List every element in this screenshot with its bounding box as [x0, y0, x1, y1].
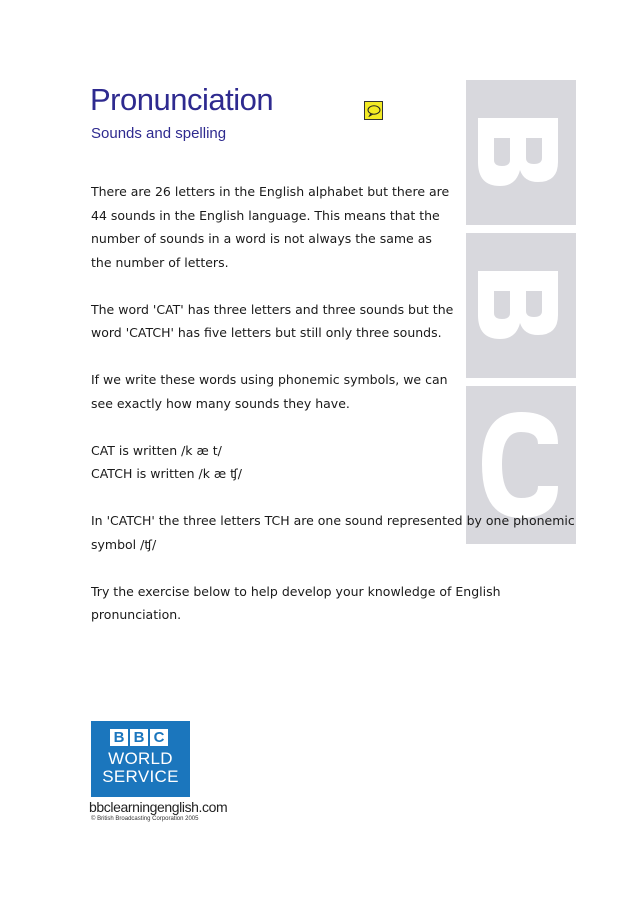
- text-line: There are 26 letters in the English alphabet but there are: [91, 184, 450, 199]
- page-subtitle: Sounds and spelling: [91, 125, 227, 142]
- text-line: pronunciation.: [91, 607, 182, 622]
- paragraph: [91, 509, 591, 556]
- site-url: bbclearningenglish.com: [89, 799, 228, 815]
- logo-letter: B: [110, 729, 128, 746]
- logo-letter: C: [150, 729, 168, 746]
- logo-bbc-letters: [110, 729, 168, 746]
- logo-line-service: SERVICE: [102, 767, 179, 786]
- paragraph: [91, 580, 591, 627]
- speech-bubble-icon: [367, 105, 381, 117]
- text-line: In 'CATCH' the three letters TCH are one sound represented by one phonemic: [91, 513, 575, 528]
- bbc-world-service-logo: [91, 721, 190, 797]
- text-line: number of sounds in a word is not always the same as: [91, 231, 432, 246]
- comment-icon[interactable]: [364, 101, 383, 120]
- logo-line-world: WORLD: [108, 749, 173, 768]
- paragraph: [91, 368, 591, 415]
- copyright-notice: © British Broadcasting Corporation 2005: [91, 816, 199, 822]
- text-line: see exactly how many sounds they have.: [91, 395, 350, 411]
- text-line: 44 sounds in the English language. This means that the: [91, 207, 440, 223]
- text-line: symbol /ʧ/: [91, 536, 157, 552]
- text-line: If we write these words using phonemic symbols, we can: [91, 372, 448, 387]
- text-line: Try the exercise below to help develop your knowledge of English: [91, 583, 501, 599]
- paragraph: [91, 180, 591, 274]
- text-line: the number of letters.: [91, 254, 229, 270]
- page-title: Pronunciation: [90, 82, 274, 117]
- text-line: CAT is written /k æ t/: [91, 442, 222, 458]
- text-line: The word 'CAT' has three letters and three sounds but the: [91, 301, 454, 317]
- body-text: [91, 180, 591, 650]
- text-line: CATCH is written /k æ ʧ/: [91, 466, 243, 481]
- text-line: word 'CATCH' has five letters but still only three sounds.: [91, 325, 442, 340]
- logo-letter: B: [130, 729, 148, 746]
- paragraph: [91, 439, 591, 486]
- paragraph: [91, 298, 591, 345]
